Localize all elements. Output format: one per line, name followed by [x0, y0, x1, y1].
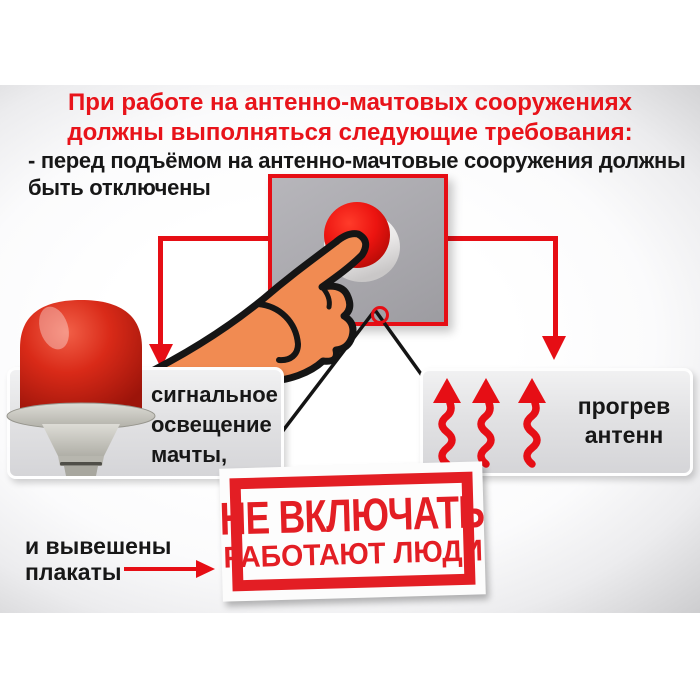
- do-not-switch-on-sign: [219, 461, 486, 601]
- intro-line-2: быть отключены: [28, 175, 211, 200]
- right-info-box: [420, 368, 693, 476]
- heat-wave-arrows-icon: [431, 376, 581, 468]
- intro-line-1: - перед подъёмом на антенно-мачтовые сооружения должны: [28, 148, 686, 173]
- title-line-2: должны выполняться следующие требования:: [67, 119, 633, 146]
- sign-red-frame: [219, 472, 485, 592]
- right-arrow-icon: [196, 560, 215, 578]
- signal-lamp-image: [2, 296, 160, 482]
- right-arrow-line: [124, 567, 198, 571]
- sign-line-1: НЕ ВКЛЮЧАТЬ: [219, 484, 485, 545]
- small-red-ring-icon: [371, 306, 389, 324]
- right-info-label: прогрев антенн: [577, 393, 671, 448]
- posters-label: и вывешены плакаты: [25, 533, 172, 585]
- sign-line-2: РАБОТАЮТ ЛЮДИ: [223, 533, 484, 575]
- title-line-1: При работе на антенно-мачтовых сооружениях: [68, 89, 632, 116]
- left-info-label: сигнальное освещение мачты,: [151, 382, 278, 467]
- slide-background: [0, 85, 700, 613]
